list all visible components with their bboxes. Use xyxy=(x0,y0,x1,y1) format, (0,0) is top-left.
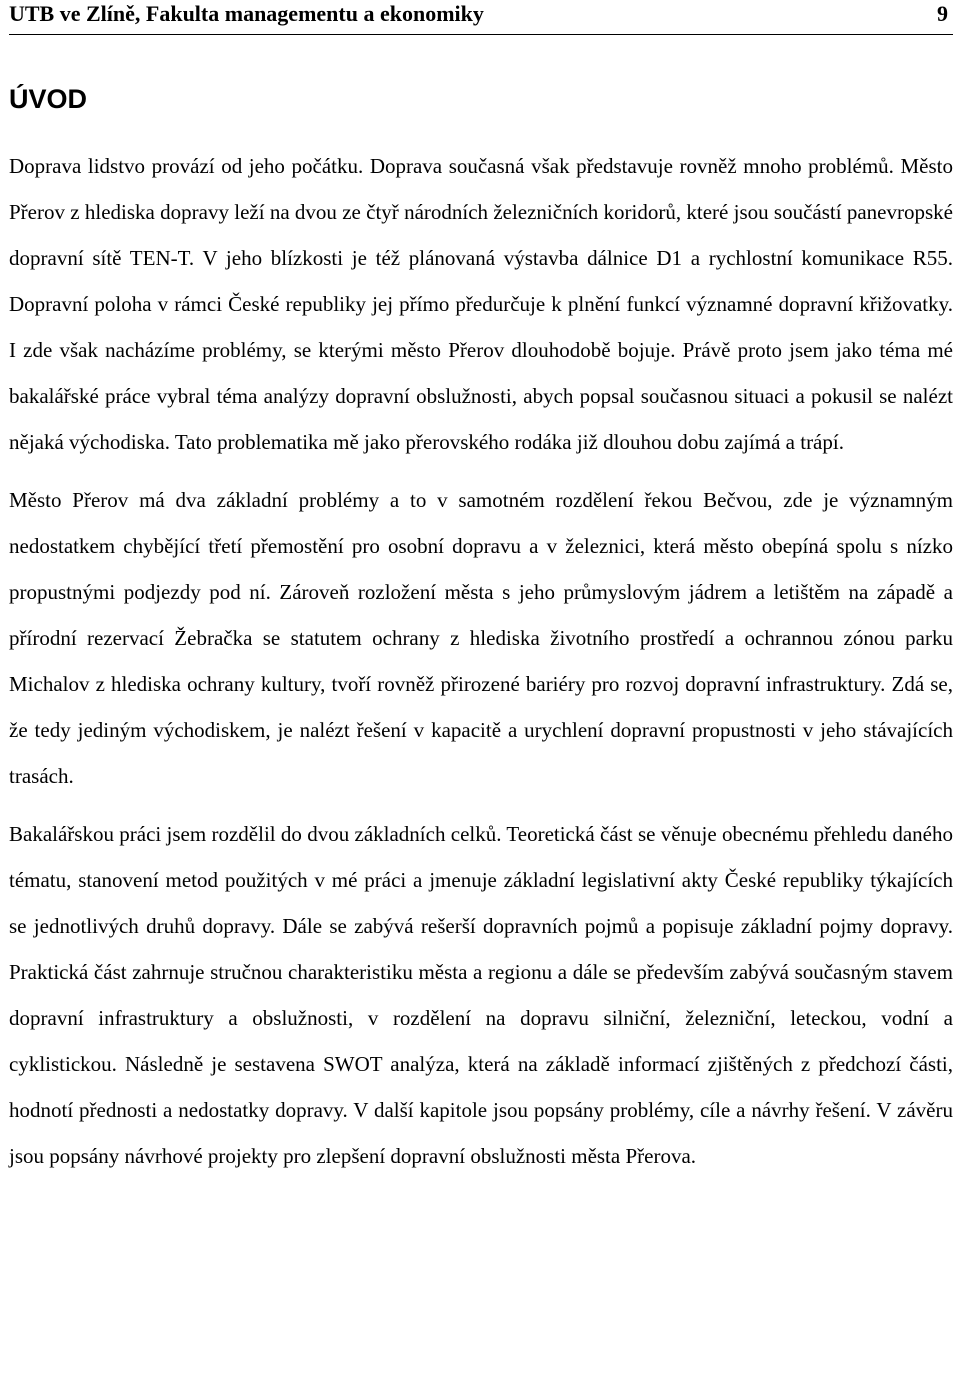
paragraph-problems: Město Přerov má dva základní problémy a to v samotném rozdělení řekou Bečvou, zde je významným nedostatkem chybějící třetí přemostění pro osobní dopravu a v železnici, která město obepíná spolu s nízko propustnými podjezdy pod ní. Zároveň rozložení města s jeho průmyslovým jádrem a letištěm na západě a přírodní rezervací Žebračka se statutem ochrany z hlediska životního prostředí a ochrannou zónou parku Michalov z hlediska ochrany kultury, tvoří rovněž přirozené bariéry pro rozvoj dopravní infrastruktury. Zdá se, že tedy jediným východiskem, je nalézt řešení v kapacitě a urychlení dopravní propustnosti v jeho stávajících trasách. xyxy=(9,488,953,788)
page-header xyxy=(9,0,953,35)
header-page-number: 9 xyxy=(937,1,948,26)
body-text xyxy=(9,143,953,1179)
header-institution: UTB ve Zlíně, Fakulta managementu a ekonomiky xyxy=(9,1,484,26)
paragraph-structure: Bakalářskou práci jsem rozdělil do dvou základních celků. Teoretická část se věnuje obecnému přehledu daného tématu, stanovení metod použitých v mé práci a jmenuje základní legislativní akty České republiky týkajících se jednotlivých druhů dopravy. Dále se zabývá rešerší dopravních pojmů a popisuje základní pojmy dopravy. Praktická část zahrnuje stručnou charakteristiku města a regionu a dále se především zabývá současným stavem dopravní infrastruktury a obslužnosti, v rozdělení na dopravu silniční, železniční, leteckou, vodní a cyklistickou. Následně je sestavena SWOT analýza, která na základě informací zjištěných z předchozí části, hodnotí přednosti a nedostatky dopravy. V další kapitole jsou popsány problémy, cíle a návrhy řešení. V závěru jsou popsány návrhové projekty pro zlepšení dopravní obslužnosti města Přerova. xyxy=(9,822,953,1168)
paragraph-intro: Doprava lidstvo provází od jeho počátku. Doprava současná však představuje rovněž mnoho problémů. Město Přerov z hlediska dopravy leží na dvou ze čtyř národních železničních koridorů, které jsou součástí panevropské dopravní sítě TEN-T. V jeho blízkosti je též plánovaná výstavba dálnice D1 a rychlostní komunikace R55. Dopravní poloha v rámci České republiky jej přímo předurčuje k plnění funkcí významné dopravní křižovatky. I zde však nacházíme problémy, se kterými město Přerov dlouhodobě bojuje. Právě proto jsem jako téma mé bakalářské práce vybral téma analýzy dopravní obslužnosti, abych popsal současnou situaci a pokusil se nalézt nějaká východiska. Tato problematika mě jako přerovského rodáka již dlouhou dobu zajímá a trápí. xyxy=(9,154,953,454)
chapter-title: ÚVOD xyxy=(9,84,88,114)
